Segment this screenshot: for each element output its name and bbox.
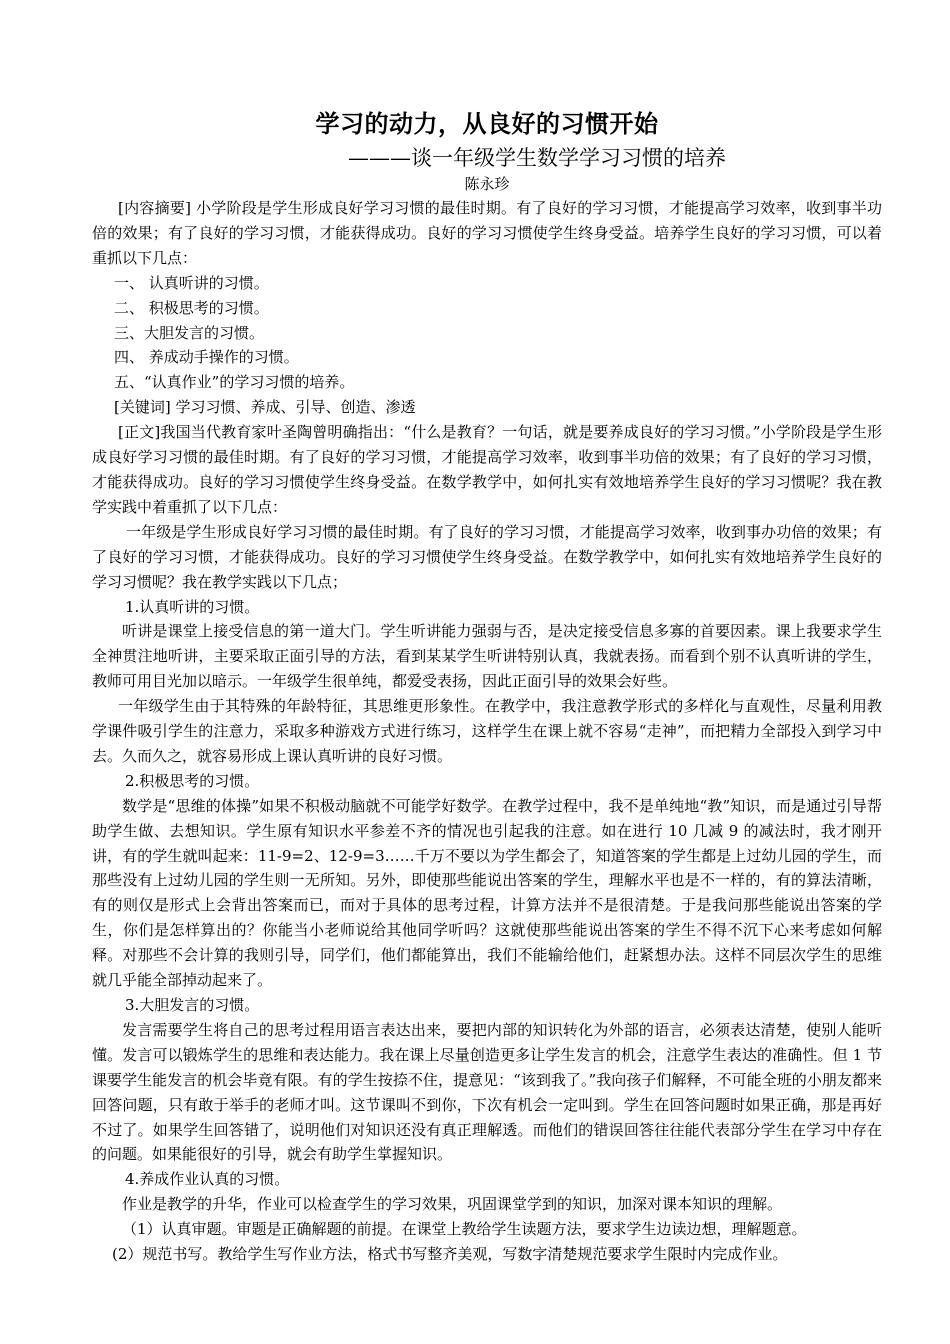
key-point: 一、 认真听讲的习惯。 <box>114 273 269 292</box>
section-heading: 1.认真听讲的习惯。 <box>125 597 260 616</box>
body-paragraph: 听讲是课堂上接受信息的第一道大门。学生听讲能力强弱与否，是决定接受信息多寡的首要因素。课上我要求学生全神贯注地听讲，主要采取正面引导的方法，看到某某学生听讲特别认真，我就表扬。而看到个别不认真听讲的学生，教师可用目光加以暗示。一年级学生很单纯，都爱受表扬，因此正面引导的效果会好些。 <box>92 622 882 691</box>
body-paragraph: 一年级学生由于其特殊的年龄特征，其思维更形象性。在教学中，我注意教学形式的多样化与直观性，尽量利用教学课件吸引学生的注意力，采取多种游戏方式进行练习，这样学生在课上就不容易“走神”，而把精力全部投入到学习中去。久而久之，就容易形成上课认真听讲的良好习惯。 <box>92 697 882 765</box>
body-paragraph: [正文]我国当代教育家叶圣陶曾明确指出：“什么是教育？一句话，就是要养成良好的学习习惯。”小学阶段是学生形成良好学习习惯的最佳时期。有了良好的学习习惯，才能提高学习效率，收到事半功倍的效果；有了良好的学习习惯，才能获得成功。良好的学习习惯使学生终身受益。在数学教学中，如何扎实有效地培养学生良好的学习习惯呢？我在教学实践中着重抓了以下几点： <box>92 423 882 516</box>
key-points-list <box>92 271 882 396</box>
section-heading: 3.大胆发言的习惯。 <box>125 996 260 1014</box>
body-paragraph: （1）认真审题。审题是正确解题的前提。在课堂上教给学生读题方法，要求学生边读边想，理解题意。 <box>122 1220 807 1239</box>
key-point: 三、大胆发言的习惯。 <box>114 323 265 342</box>
body-paragraph: 一年级是学生形成良好学习习惯的最佳时期。有了良好的学习习惯，才能提高学习效率，收到事办功倍的效果；有了良好的学习习惯，才能获得成功。良好的学习习惯使学生终身受益。在数学教学中，如何扎实有效地培养学生良好的学习习惯呢？我在教学实践以下几点； <box>92 522 882 591</box>
abstract-paragraph: [内容摘要] 小学阶段是学生形成良好学习习惯的最佳时期。有了良好的学习习惯，才能提高学习效率，收到事半功倍的效果；有了良好的学习习惯，才能获得成功。良好的学习习惯使学生终身受益。培养学生良好的学习习惯，可以着重抓以下几点： <box>92 199 882 267</box>
author-name: 陈永珍 <box>464 175 510 193</box>
keywords-line: [关键词] 学习习惯、养成、引导、创造、渗透 <box>114 398 416 417</box>
document-page <box>92 108 882 1267</box>
document-title: 学习的动力，从良好的习惯开始 <box>315 109 659 138</box>
body-paragraph: 作业是教学的升华，作业可以检查学生的学习效果，巩固课堂学到的知识，加深对课本知识的理解。 <box>122 1195 783 1214</box>
section-heading: 4.养成作业认真的习惯。 <box>125 1170 290 1189</box>
key-point: 五、“认真作业”的学习习惯的培养。 <box>114 373 355 392</box>
body-paragraph: 发言需要学生将自己的思考过程用语言表达出来，要把内部的知识转化为外部的语言，必须表达清楚，使别人能听懂。发言可以锻炼学生的思维和表达能力。我在课上尽量创造更多让学生发言的机会，注意学生表达的准确性。但 1 节课要学生能发言的机会毕竟有限。有的学生按捺不住，提意见：“该到我了。”我向孩子们解释，不可能全班的小朋友都来回答问题，只有敢于举手的老师才叫。这节课叫不到你，下次有机会一定叫到。学生在回答问题时如果正确，那是再好不过了。如果学生回答错了，说明他们对知识还没有真正理解透。而他们的错误回答往往能代表部分学生在学习中存在的问题。如果能很好的引导，就会有助学生掌握知识。 <box>92 1020 882 1164</box>
key-point: 二、 积极思考的习惯。 <box>114 298 269 317</box>
body-paragraph: (2）规范书写。教给学生写作业方法，格式书写整齐美观，写数字清楚规范要求学生限时内完成作业。 <box>112 1245 788 1264</box>
section-heading: 2.积极思考的习惯。 <box>125 771 260 790</box>
body-paragraph: 数学是“思维的体操”如果不积极动脑就不可能学好数学。在教学过程中，我不是单纯地“教”知识，而是通过引导帮助学生做、去想知识。学生原有知识水平参差不齐的情况也引起我的注意。如在进行 10 几减 9 的减法时，我才刚开讲，有的学生就叫起来：11-9=2、12-9=3……千万不要以为学生都会了，知道答案的学生都是上过幼儿园的学生，而那些没有上过幼儿园的学生则一无所知。另外，即使那些能说出答案的学生，理解水平也是不一样的，有的算法清晰，有的则仅是形式上会背出答案而已，而对于具体的思考过程，计算方法并不是很清楚。于是我问那些能说出答案的学生，你们是怎样算出的？你能当小老师说给其他同学听吗？这就使那些能说出答案的学生不得不沉下心来考虑如何解释。对那些不会计算的我则引导，同学们，他们都能算出，我们不能输给他们，赶紧想办法。这样不同层次学生的思维就几乎能全部掉动起来了。 <box>92 796 882 990</box>
key-point: 四、 养成动手操作的习惯。 <box>114 348 299 367</box>
document-subtitle: ———谈一年级学生数学学习习惯的培养 <box>348 146 726 170</box>
